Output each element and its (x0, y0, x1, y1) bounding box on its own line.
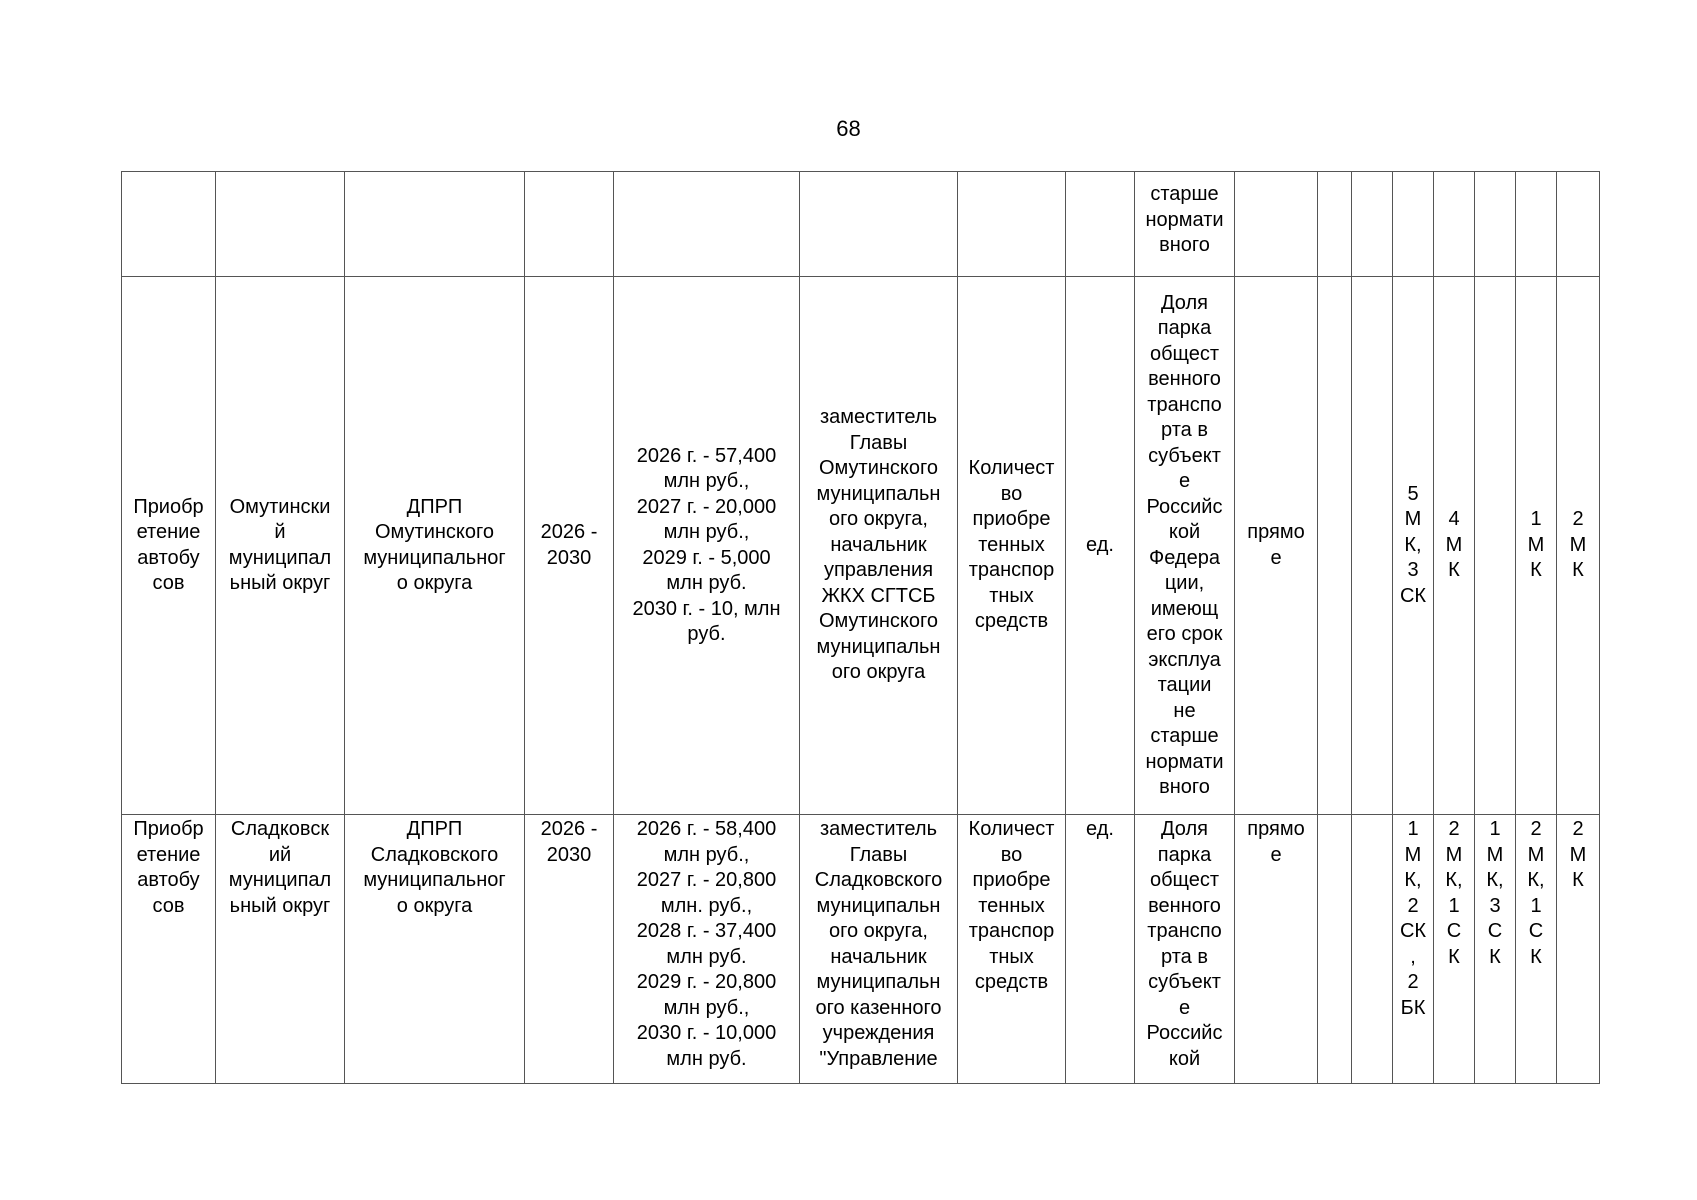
table-cell-period (525, 277, 614, 815)
cell-text: 5 М К, 3 СК (1399, 482, 1427, 607)
cell-text: ДПРП Омутинского муниципальног о округа (363, 495, 506, 594)
cell-text: Омутински й муниципал ьный округ (228, 495, 332, 594)
table-cell-funding (614, 277, 800, 815)
cell-text: прямо е (1247, 521, 1305, 569)
cell-text: Сладковск ий муниципал ьный округ (228, 818, 332, 917)
table-cell-goal (1135, 172, 1235, 277)
table-cell-c14 (1434, 277, 1475, 815)
cell-text: 2026 - 2030 (540, 521, 598, 569)
table-cell-unit (1066, 277, 1135, 815)
table-cell-c16 (1516, 277, 1557, 815)
cell-text: Приобр етение автобу сов (133, 818, 204, 917)
table-cell-indicator (958, 277, 1066, 815)
cell-text: 2026 г. - 57,400 млн руб., 2027 г. - 20,000 млн руб., 2029 г. - 5,000 млн руб. 2030 г. - 10, млн руб. (632, 444, 781, 645)
table-cell-c13 (1393, 815, 1434, 1084)
table-cell-territory (216, 277, 345, 815)
table-cell-link (1235, 172, 1318, 277)
cell-text: заместитель Главы Сладковского муниципальн ого округа, начальник муниципальн ого казенного учреждения "Управление (814, 818, 943, 1070)
cell-text: 2 М К, 1 С К (1445, 818, 1463, 968)
cell-text: Приобр етение автобу сов (133, 495, 204, 594)
table-cell-c13 (1393, 277, 1434, 815)
cell-text: прямо е (1247, 818, 1305, 866)
table-cell-responsible (800, 172, 958, 277)
table-cell-action (122, 815, 216, 1084)
table-cell-program (345, 172, 525, 277)
cell-text: старше нормати вного (1145, 183, 1224, 256)
table-cell-funding (614, 172, 800, 277)
cell-text: 1 М К, 3 С К (1486, 818, 1504, 968)
table-cell-territory (216, 815, 345, 1084)
cell-text: Количест во приобре тенных транспор тных средств (968, 818, 1055, 993)
table-cell-c17 (1557, 815, 1600, 1084)
table-row (122, 815, 1600, 1084)
table-cell-indicator (958, 172, 1066, 277)
cell-text: Количест во приобре тенных транспор тных средств (968, 457, 1055, 633)
cell-text: 4 М К (1445, 508, 1463, 582)
table-cell-responsible (800, 277, 958, 815)
table-cell-indicator (958, 815, 1066, 1084)
cell-text: Доля парка общест венного транспо рта в субъект е Российс кой (1146, 818, 1223, 1070)
table-cell-unit (1066, 815, 1135, 1084)
table-cell-territory (216, 172, 345, 277)
table-cell-c17 (1557, 172, 1600, 277)
cell-text: 1 М К (1527, 508, 1545, 582)
table-row (122, 172, 1600, 277)
table-cell-unit (1066, 172, 1135, 277)
cell-text: 2 М К (1569, 818, 1587, 891)
table-cell-c11 (1318, 172, 1352, 277)
table-cell-c15 (1475, 172, 1516, 277)
table-cell-c14 (1434, 172, 1475, 277)
table-cell-c15 (1475, 277, 1516, 815)
cell-text: заместитель Главы Омутинского муниципальн ого округа, начальник управления ЖКХ СГТСБ Омутинского муниципальн ого округа (816, 406, 941, 684)
table-cell-action (122, 172, 216, 277)
table-row (122, 277, 1600, 815)
cell-text: ед. (1086, 533, 1114, 556)
cell-text: ДПРП Сладковского муниципальног о округа (363, 818, 506, 917)
table-cell-link (1235, 277, 1318, 815)
page-number: 68 (836, 116, 861, 141)
cell-text: 2026 - 2030 (540, 818, 598, 866)
cell-text: 2 М К, 1 С К (1527, 818, 1545, 968)
table-cell-c12 (1352, 815, 1393, 1084)
table-cell-c16 (1516, 815, 1557, 1084)
table-cell-program (345, 277, 525, 815)
table-cell-c15 (1475, 815, 1516, 1084)
cell-text: Доля парка общест венного транспо рта в субъект е Российс кой Федера ции, имеющ его срок эксплуа тации не старше нормати вного (1145, 291, 1224, 798)
table-cell-c16 (1516, 172, 1557, 277)
table-cell-period (525, 815, 614, 1084)
table-cell-responsible (800, 815, 958, 1084)
table-cell-period (525, 172, 614, 277)
table-cell-program (345, 815, 525, 1084)
table-cell-c12 (1352, 277, 1393, 815)
cell-text: 2 М К (1569, 508, 1587, 582)
table-cell-c11 (1318, 277, 1352, 815)
cell-text: 1 М К, 2 СК , 2 БК (1399, 818, 1427, 1019)
table-cell-goal (1135, 815, 1235, 1084)
cell-text: ед. (1086, 818, 1114, 840)
table-cell-c14 (1434, 815, 1475, 1084)
table-cell-funding (614, 815, 800, 1084)
table-cell-goal (1135, 277, 1235, 815)
table-cell-c11 (1318, 815, 1352, 1084)
table-cell-link (1235, 815, 1318, 1084)
table-cell-action (122, 277, 216, 815)
table-cell-c13 (1393, 172, 1434, 277)
document-table (121, 171, 1600, 1084)
table-cell-c17 (1557, 277, 1600, 815)
cell-text: 2026 г. - 58,400 млн руб., 2027 г. - 20,800 млн. руб., 2028 г. - 37,400 млн руб. 2029 г. - 20,800 млн руб., 2030 г. - 10,000 млн руб. (636, 818, 777, 1070)
table-cell-c12 (1352, 172, 1393, 277)
